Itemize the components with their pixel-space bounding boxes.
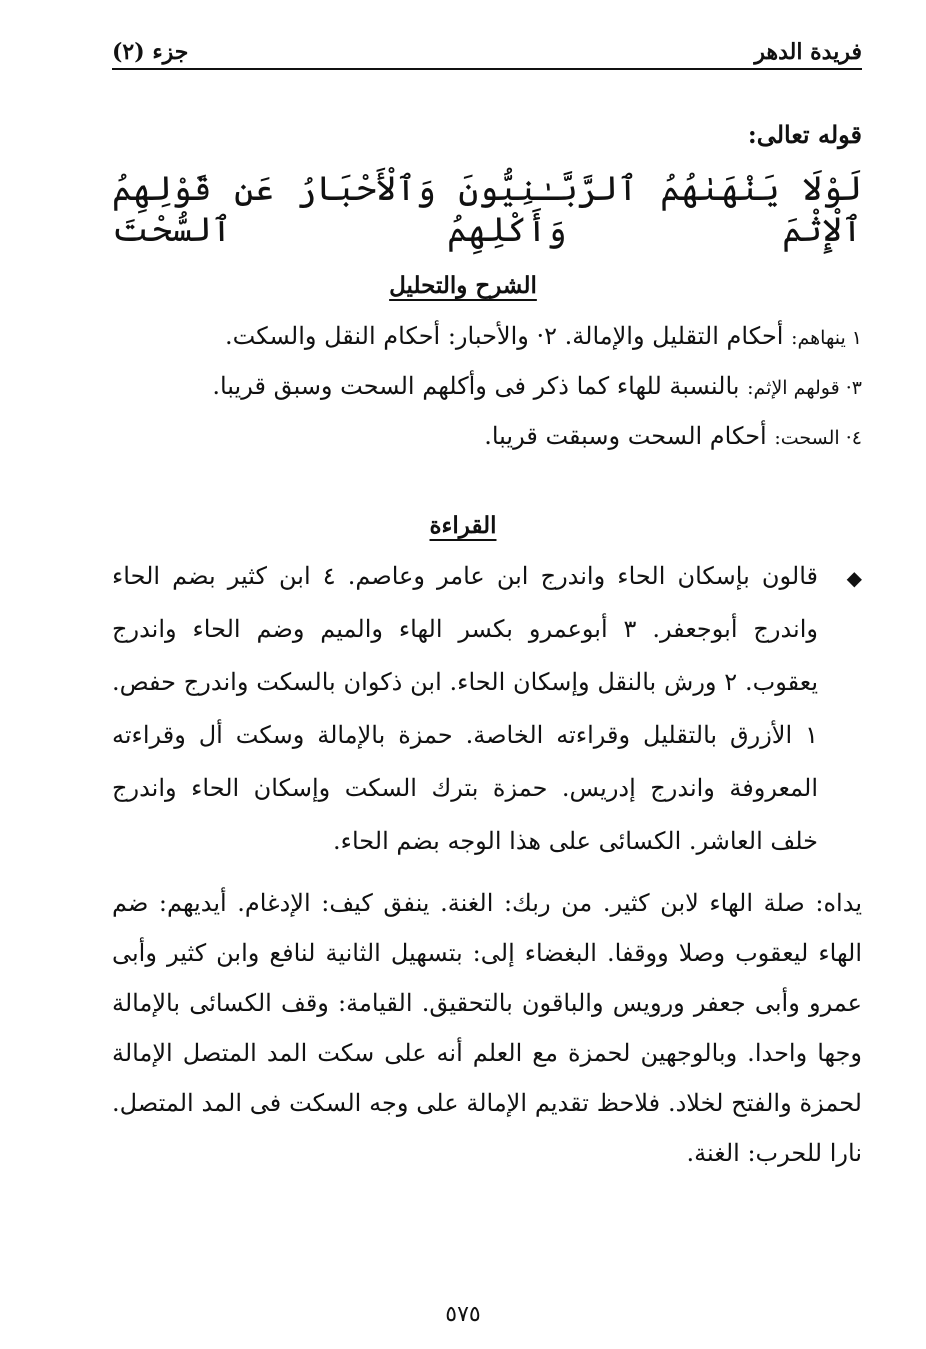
note-text: بالنسبة للهاء كما ذكر فى وأكلهم السحت وسبق قريبا. <box>212 372 748 400</box>
note-term: ٤· السحت: <box>774 427 862 449</box>
page-number: ٥٧٥ <box>445 1302 481 1327</box>
commentary-heading: الشرح والتحليل <box>389 272 537 299</box>
commentary-note <box>112 312 862 362</box>
quran-verse: لَوْلَا يَنْهَىٰهُمُ ٱلرَّبَّـٰنِيُّونَ وَٱلْأَحْبَارُ عَن قَوْلِهِمُ ٱلْإِثْمَ وَأَكْلِهِمُ ٱلسُّحْتَ <box>112 169 862 250</box>
note-text: أحكام السحت وسبقت قريبا. <box>484 422 775 450</box>
commentary-notes <box>112 312 862 462</box>
note-term: ٣· قولهم الإثم: <box>747 377 862 399</box>
note-text: أحكام التقليل والإمالة. ٢· والأحبار: أحكام النقل والسكت. <box>225 322 792 350</box>
readings-heading: القراءة <box>429 512 497 539</box>
part-label: جزء (٢) <box>112 39 189 65</box>
running-header <box>112 38 862 70</box>
note-term: ١ ينهاهم: <box>791 327 862 349</box>
commentary-note <box>112 412 862 462</box>
readings-paragraph <box>112 550 862 868</box>
book-title: فريدة الدهر <box>754 39 862 65</box>
extra-notes-paragraph: يداه: صلة الهاء لابن كثير. من ربك: الغنة. ينفق كيف: الإدغام. أيديهم: ضم الهاء ليعقوب وصلا ووقفا. البغضاء إلى: بتسهيل الثانية لنافع وابن كثير وأبى عمرو وأبى جعفر ورويس والباقون بالتحقيق. القيامة: وقف الكسائى بالإمالة وجها واحدا. وبالوجهين لحمزة مع العلم أنه على سكت المد المتصل الإمالة لحمزة والفتح لخلاد. فلاحظ تقديم الإمالة على وجه السكت فى المد المتصل. نارا للحرب: الغنة. <box>112 889 862 1167</box>
verse-intro: قوله تعالى: <box>747 120 862 149</box>
diamond-bullet-icon: ◆ <box>846 566 862 590</box>
commentary-note <box>112 362 862 412</box>
readings-text: قالون بإسكان الحاء واندرج ابن عامر وعاصم. ٤ ابن كثير بضم الحاء واندرج أبوجعفر. ٣ أبوعمرو بكسر الهاء والميم وضم الحاء واندرج يعقوب. ٢ ورش بالنقل وإسكان الحاء. ابن ذكوان بالسكت واندرج حفص. ١ الأزرق بالتقليل وقراءته الخاصة. حمزة بالإمالة وسكت أل وقراءته المعروفة واندرج إدريس. حمزة بترك السكت وإسكان الحاء واندرج خلف العاشر. الكسائى على هذا الوجه بضم الحاء. <box>112 562 818 855</box>
